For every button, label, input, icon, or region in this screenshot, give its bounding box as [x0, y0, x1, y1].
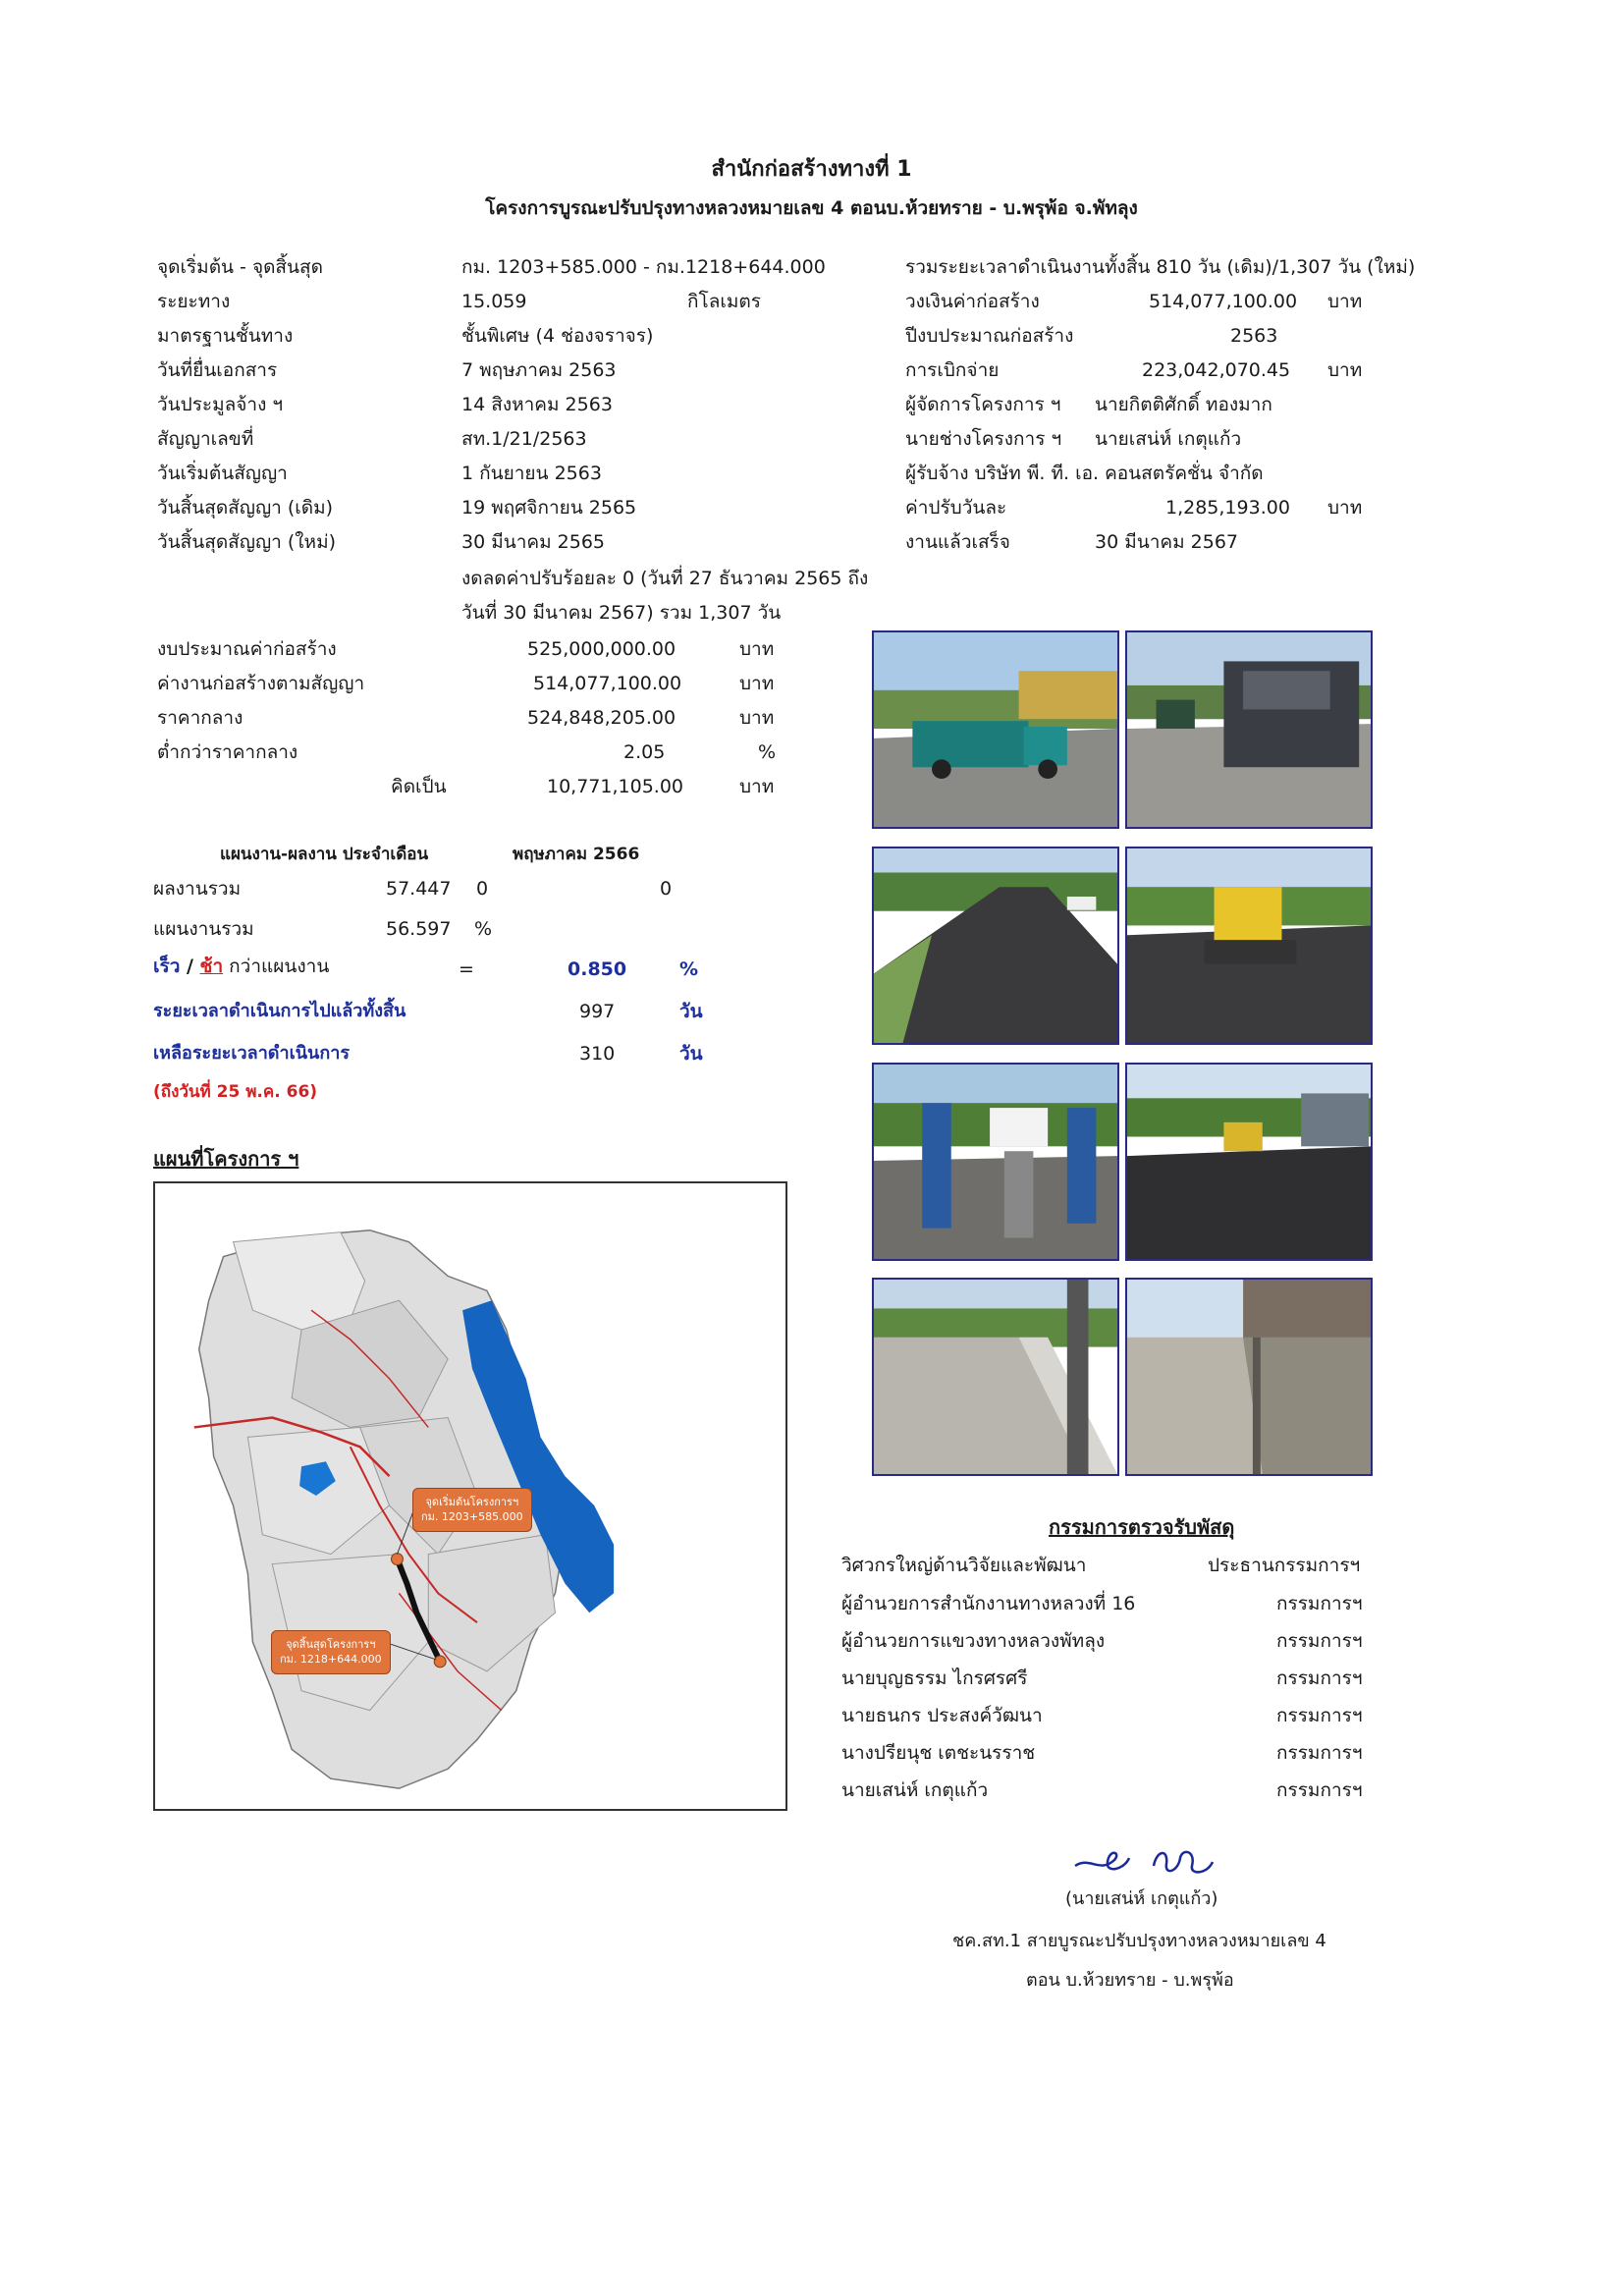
- elapsed-value: 997: [579, 1001, 616, 1022]
- photo-roller: [1127, 848, 1371, 1043]
- equals-sign: =: [459, 958, 474, 980]
- map-heading: แผนที่โครงการ ฯ: [153, 1147, 299, 1171]
- photo-paving-trucks: [1127, 1065, 1371, 1259]
- info-label: มาตรฐานชั้นทาง: [157, 325, 294, 347]
- committee-member: ผู้อำนวยการสำนักงานทางหลวงที่ 16: [841, 1593, 1136, 1614]
- site-photo: [872, 847, 1119, 1045]
- committee-role: กรรมการฯ: [1276, 1779, 1363, 1801]
- info-value: สท.1/21/2563: [461, 428, 587, 450]
- info-right-value: 1,285,193.00: [1165, 497, 1290, 519]
- committee-member: วิศวกรใหญ่ด้านวิจัยและพัฒนา: [841, 1555, 1087, 1576]
- office-title: สำนักก่อสร้างทางที่ 1: [711, 157, 912, 182]
- budget-unit: บาท: [739, 673, 775, 694]
- site-photo: [1125, 1278, 1373, 1476]
- site-photo: [1125, 847, 1373, 1045]
- remain-label: เหลือระยะเวลาดำเนินการ: [153, 1043, 351, 1064]
- photo-roadside-drain: [1127, 1280, 1371, 1474]
- info-value: 1 กันยายน 2563: [461, 463, 602, 484]
- info-label: วันประมูลจ้าง ฯ: [157, 394, 284, 415]
- committee-role: ประธานกรรมการฯ: [1208, 1555, 1361, 1576]
- info-label: จุดเริ่มต้น - จุดสิ้นสุด: [157, 256, 323, 278]
- site-photo: [872, 1063, 1119, 1261]
- site-photo: [872, 1278, 1119, 1476]
- result-label: ผลงานรวม: [153, 878, 242, 900]
- result-value: 57.447: [386, 878, 452, 900]
- committee-role: กรรมการฯ: [1276, 1705, 1363, 1726]
- photo-road-milling-truck: [874, 632, 1117, 827]
- end-label: จุดสิ้นสุดโครงการฯ: [286, 1638, 376, 1651]
- plan-value: 56.597: [386, 918, 452, 940]
- budget-value: 2.05: [623, 741, 666, 763]
- site-photo: [1125, 630, 1373, 829]
- remain-unit: วัน: [679, 1043, 703, 1065]
- start-label: จุดเริ่มต้นโครงการฯ: [425, 1496, 519, 1508]
- project-title: โครงการบูรณะปรับปรุงทางหลวงหมายเลข 4 ตอนบ.ห้วยทราย - บ.พรุพ้อ จ.พัทลุง: [485, 197, 1138, 219]
- budget-value: 514,077,100.00: [533, 673, 682, 694]
- signature-position-1: ชค.สท.1 สายบูรณะปรับปรุงทางหลวงหมายเลข 4: [952, 1931, 1326, 1951]
- plan-label: แผนงานรวม: [153, 918, 254, 940]
- site-photo: [1125, 1063, 1373, 1261]
- info-value: 7 พฤษภาคม 2563: [461, 359, 617, 381]
- info-label: ระยะทาง: [157, 291, 231, 312]
- info-label: วันที่ยื่นเอกสาร: [157, 359, 278, 381]
- district-area: [428, 1535, 555, 1671]
- budget-value: 10,771,105.00: [547, 776, 684, 797]
- info-right-label: การเบิกจ่าย: [905, 359, 1000, 381]
- budget-unit: บาท: [739, 638, 775, 660]
- budget-label: ต่ำกว่าราคากลาง: [157, 741, 298, 763]
- signature-name: (นายเสน่ห์ เกตุแก้ว): [1065, 1888, 1218, 1909]
- slow-word: ช้า: [199, 956, 224, 977]
- info-right-label: นายช่างโครงการ ฯ: [905, 428, 1062, 450]
- committee-member: ผู้อำนวยการแขวงทางหลวงพัทลุง: [841, 1630, 1106, 1652]
- end-marker: [434, 1656, 446, 1667]
- info-right-label: ผู้รับจ้าง บริษัท พี. ที. เอ. คอนสตรัคชั่น จำกัด: [905, 463, 1264, 484]
- diff-unit: %: [679, 958, 699, 980]
- budget-label: งบประมาณค่าก่อสร้าง: [157, 638, 337, 660]
- info-right-label: ค่าปรับวันละ: [905, 497, 1007, 519]
- info-right-unit: บาท: [1327, 497, 1363, 519]
- photo-milling-machine: [1127, 632, 1371, 827]
- info-right-label: ผู้จัดการโครงการ ฯ: [905, 394, 1061, 415]
- penalty-note-line1: งดลดค่าปรับร้อยละ 0 (วันที่ 27 ธันวาคม 2565 ถึง: [461, 568, 869, 589]
- budget-unit: บาท: [739, 776, 775, 797]
- fast-word: เร็ว: [153, 956, 181, 977]
- end-km: กม. 1218+644.000: [280, 1653, 382, 1667]
- budget-value: 525,000,000.00: [527, 638, 676, 660]
- as-of-date: (ถึงวันที่ 25 พ.ค. 66): [153, 1082, 318, 1102]
- info-right-value: 514,077,100.00: [1149, 291, 1298, 312]
- committee-role: กรรมการฯ: [1276, 1593, 1363, 1614]
- info-right-value: 2563: [1230, 325, 1278, 347]
- committee-role: กรรมการฯ: [1276, 1630, 1363, 1652]
- map-start-callout: [412, 1488, 532, 1532]
- penalty-note-line2: วันที่ 30 มีนาคม 2567) รวม 1,307 วัน: [461, 602, 782, 624]
- start-marker: [392, 1554, 404, 1565]
- info-right-value: นายกิตติศักดิ์ ทองมาก: [1095, 394, 1272, 415]
- info-right-value: 223,042,070.45: [1142, 359, 1291, 381]
- info-label: วันสิ้นสุดสัญญา (ใหม่): [157, 531, 337, 553]
- photo-curb-sidewalk: [874, 1280, 1117, 1474]
- info-value: ชั้นพิเศษ (4 ช่องจราจร): [461, 325, 654, 347]
- project-map: [153, 1181, 787, 1811]
- info-right-label: ปีงบประมาณก่อสร้าง: [905, 325, 1074, 347]
- info-right-unit: บาท: [1327, 359, 1363, 381]
- slash: /: [180, 956, 200, 977]
- total-duration: รวมระยะเวลาดำเนินงานทั้งสิ้น 810 วัน (เดิม)/1,307 วัน (ใหม่): [905, 256, 1416, 278]
- info-label: สัญญาเลขที่: [157, 428, 254, 450]
- info-right-unit: บาท: [1327, 291, 1363, 312]
- committee-role: กรรมการฯ: [1276, 1667, 1363, 1689]
- site-photo: [872, 630, 1119, 829]
- info-value: 15.059: [461, 291, 527, 312]
- info-unit: กิโลเมตร: [687, 291, 761, 312]
- photo-core-sampling: [874, 1065, 1117, 1259]
- committee-member: นายธนกร ประสงค์วัฒนา: [841, 1705, 1043, 1726]
- committee-member: นายบุญธรรม ไกรศรศรี: [841, 1667, 1028, 1689]
- info-right-label: วงเงินค่าก่อสร้าง: [905, 291, 1040, 312]
- info-value: 19 พฤศจิกายน 2565: [461, 497, 637, 519]
- committee-heading: กรรมการตรวจรับพัสดุ: [1049, 1515, 1235, 1539]
- budget-label: ค่างานก่อสร้างตามสัญญา: [157, 673, 365, 694]
- committee-member: นายเสน่ห์ เกตุแก้ว: [841, 1779, 989, 1801]
- start-km: กม. 1203+585.000: [421, 1510, 523, 1524]
- budget-label: คิดเป็น: [391, 776, 447, 797]
- budget-label: ราคากลาง: [157, 707, 243, 729]
- budget-unit: บาท: [739, 707, 775, 729]
- signature-scribble: [1070, 1836, 1227, 1886]
- progress-header: แผนงาน-ผลงาน ประจำเดือน: [220, 845, 429, 864]
- map-end-callout: [271, 1630, 391, 1674]
- info-right-value: 30 มีนาคม 2567: [1095, 531, 1239, 553]
- budget-unit: %: [758, 741, 777, 763]
- info-label: วันสิ้นสุดสัญญา (เดิม): [157, 497, 334, 519]
- info-value: 14 สิงหาคม 2563: [461, 394, 613, 415]
- compare-row: [153, 957, 329, 976]
- info-label: วันเริ่มต้นสัญญา: [157, 463, 288, 484]
- result-a: 0: [476, 878, 489, 900]
- compare-word: กว่าแผนงาน: [223, 956, 330, 977]
- elapsed-unit: วัน: [679, 1001, 703, 1022]
- committee-role: กรรมการฯ: [1276, 1742, 1363, 1764]
- elapsed-label: ระยะเวลาดำเนินการไปแล้วทั้งสิ้น: [153, 1001, 406, 1021]
- diff-value: 0.850: [568, 958, 627, 980]
- info-value: 30 มีนาคม 2565: [461, 531, 606, 553]
- info-right-label: งานแล้วเสร็จ: [905, 531, 1010, 553]
- remain-value: 310: [579, 1043, 616, 1065]
- progress-month: พฤษภาคม 2566: [513, 845, 640, 864]
- committee-member: นางปรียนุช เตชะนรราช: [841, 1742, 1036, 1764]
- budget-value: 524,848,205.00: [527, 707, 676, 729]
- plan-unit: %: [474, 918, 493, 940]
- photo-new-asphalt: [874, 848, 1117, 1043]
- info-value: กม. 1203+585.000 - กม.1218+644.000: [461, 256, 826, 278]
- info-right-value: นายเสน่ห์ เกตุแก้ว: [1095, 428, 1242, 450]
- result-b: 0: [660, 878, 673, 900]
- signature-position-2: ตอน บ.ห้วยทราย - บ.พรุพ้อ: [1026, 1970, 1234, 1991]
